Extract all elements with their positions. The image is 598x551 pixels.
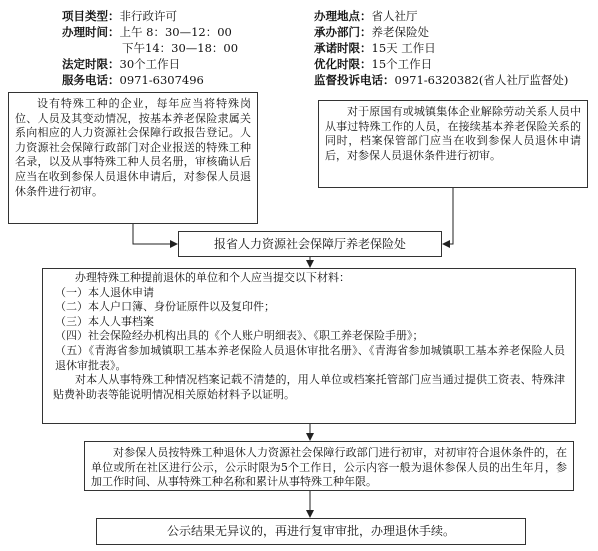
info-label: 办理时间： <box>62 25 120 39</box>
box-text: 设有特殊工种的企业，每年应当将特殊岗位、人员及其变动情况，按基本养老保险隶属关系向相应的人力资源社会保障行政报告登记。人力资源社会保障行政部门对企业报送的特殊工种名录，以及从事特殊工种人员名册，审核确认后应当在收到参保人员退休申请后，对参保人员退休条件进行初审。 <box>15 97 251 198</box>
info-label: 服务电话： <box>62 73 120 87</box>
box-text: 公示结果无异议的，再进行复审审批，办理退休手续。 <box>166 524 455 538</box>
materials-note: 对本人从事特殊工种情况档案记载不清楚的，用人单位或档案托管部门应当通过提供工资表、特殊津贴费补助表等能说明情况相关原始材料予以证明。 <box>53 373 565 401</box>
box-text: 报省人力资源社会保障厅养老保险处 <box>213 237 406 251</box>
box-text: 对于原国有或城镇集体企业解除劳动关系人员中从事过特殊工作的人员，在接续基本养老保险关系的同时，档案保管部门应当在收到参保人员退休申请后，对参保人员退休条件进行初审。 <box>325 105 581 162</box>
enterprise-registration-box <box>8 92 258 224</box>
info-value: 0971-6320382(省人社厅监督处) <box>394 73 569 87</box>
info-label: 办理地点： <box>314 9 372 23</box>
materials-item: （三）本人人事档案 <box>55 314 154 328</box>
info-label: 监督投诉电话： <box>314 73 395 87</box>
materials-item: （二）本人户口簿、身份证原件以及复印件； <box>55 300 275 314</box>
info-label: 法定时限： <box>62 57 120 71</box>
info-value: 省人社厅 <box>371 9 418 23</box>
info-label: 优化时限： <box>314 57 372 71</box>
info-value: 30个工作日 <box>119 57 181 71</box>
initial-review-box <box>84 441 574 491</box>
materials-intro: 办理特殊工种提前退休的单位和个人应当提交以下材料： <box>75 271 350 284</box>
info-value: 非行政许可 <box>119 9 177 23</box>
materials-item: （四）社会保险经办机构出具的《个人账户明细表》、《职工养老保险手册》； <box>55 329 424 343</box>
arrow-right-to-report <box>443 188 453 244</box>
box-text: 对参保人员按特殊工种退休人力资源社会保障行政部门进行初审，对初审符合退休条件的，在单位或所在社区进行公示，公示时限为5个工作日，公示内容一般为退休参保人员的出生年月，参加工作时间、从事特殊工种名称和累计从事特殊工种年限。 <box>91 446 567 489</box>
materials-item: （一）本人退休申请 <box>55 285 154 299</box>
materials-box <box>42 268 576 424</box>
info-label: 项目类型： <box>62 9 120 23</box>
info-value: 15个工作日 <box>371 57 433 71</box>
state-enterprise-staff-box <box>318 100 588 188</box>
info-label: 承办部门： <box>314 25 372 39</box>
arrow-left-to-report <box>133 224 177 244</box>
info-value: 上午 8：30—12：00 <box>119 25 232 39</box>
report-box <box>178 231 442 257</box>
info-value: 0971-6307496 <box>119 73 204 87</box>
final-approval-box <box>96 518 526 545</box>
info-value: 15天 工作日 <box>371 41 436 55</box>
materials-item: （五）《青海省参加城镇职工基本养老保险人员退休审批名册》、《青海省参加城镇职工基本养老保险人员退休审批表》。 <box>55 343 565 372</box>
info-value: 下午14：30—18：00 <box>122 41 239 55</box>
info-value: 养老保险处 <box>371 25 429 39</box>
info-label: 承诺时限： <box>314 41 372 55</box>
